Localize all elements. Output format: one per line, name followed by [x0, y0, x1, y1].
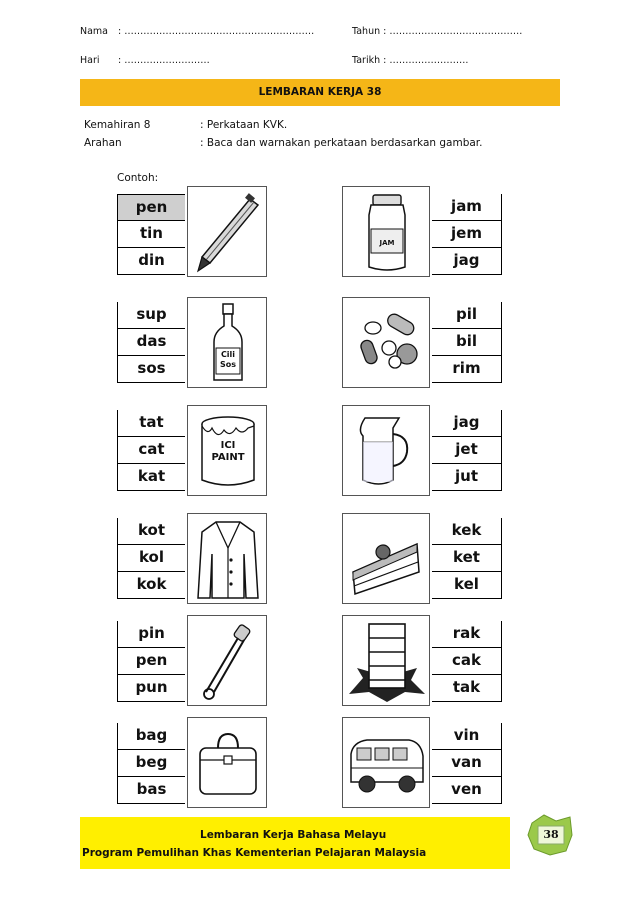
word-group-cat [117, 410, 185, 491]
word-option[interactable]: das [117, 329, 185, 356]
jar-label: JAM [379, 239, 395, 247]
word-option[interactable]: bag [117, 723, 185, 750]
coat-icon [187, 513, 267, 604]
jam-jar-icon [342, 186, 430, 277]
word-group-jam [432, 194, 502, 275]
word-option[interactable]: jem [432, 221, 502, 248]
word-option[interactable]: kot [117, 518, 185, 545]
word-option[interactable]: ket [432, 545, 502, 572]
kemahiran-value: : Perkataan KVK. [200, 119, 288, 131]
paint-label-line1: ICI [220, 440, 236, 451]
bottle-label-line2: Sos [219, 360, 237, 369]
word-option[interactable]: rim [432, 356, 502, 383]
word-option[interactable]: pil [432, 302, 502, 329]
word-group-rak [432, 621, 502, 702]
pen-icon [187, 186, 267, 277]
word-option[interactable]: van [432, 750, 502, 777]
word-option[interactable]: rak [432, 621, 502, 648]
word-option[interactable]: jag [432, 248, 502, 275]
nama-field[interactable]: : …………………………………………………… [118, 26, 315, 37]
jug-icon [342, 405, 430, 496]
word-group-van [432, 723, 502, 804]
arahan-value: : Baca dan warnakan perkataan berdasarkan gambar. [200, 137, 483, 149]
word-group-jag [432, 410, 502, 491]
word-option[interactable]: pen [117, 648, 185, 675]
word-option[interactable]: kol [117, 545, 185, 572]
word-option[interactable]: tat [117, 410, 185, 437]
word-group-kek [432, 518, 502, 599]
paint-can-icon [187, 405, 267, 496]
word-option[interactable]: cat [117, 437, 185, 464]
sauce-bottle-icon [187, 297, 267, 388]
word-option[interactable]: pun [117, 675, 185, 702]
word-option[interactable]: tak [432, 675, 502, 702]
footer-line2: Program Pemulihan Khas Kementerian Pelajaran Malaysia [82, 847, 427, 859]
worksheet-title: LEMBARAN KERJA 38 [80, 79, 560, 106]
word-option[interactable]: jam [432, 194, 502, 221]
bottle-label-line1: Cili [220, 350, 236, 359]
contoh-label: Contoh: [117, 172, 159, 184]
hari-label: Hari [80, 55, 100, 66]
tarikh-field[interactable]: Tarikh : ……………………. [352, 55, 469, 66]
word-option[interactable]: jag [432, 410, 502, 437]
word-option[interactable]: kat [117, 464, 185, 491]
word-option[interactable]: din [117, 248, 185, 275]
safety-pin-icon [187, 615, 267, 706]
word-option[interactable]: kel [432, 572, 502, 599]
word-option[interactable]: ven [432, 777, 502, 804]
word-option[interactable]: bil [432, 329, 502, 356]
word-option[interactable]: vin [432, 723, 502, 750]
word-group-sos [117, 302, 185, 383]
cake-icon [342, 513, 430, 604]
word-option[interactable]: sos [117, 356, 185, 383]
word-option[interactable]: kek [432, 518, 502, 545]
footer-bar [80, 817, 510, 869]
page-number-badge [526, 813, 576, 858]
word-option[interactable]: jet [432, 437, 502, 464]
page-number: 38 [543, 828, 559, 841]
word-group-kot [117, 518, 185, 599]
kemahiran-label: Kemahiran 8 [84, 119, 151, 131]
van-icon [342, 717, 430, 808]
word-group-pen [117, 194, 185, 275]
bag-icon [187, 717, 267, 808]
word-option[interactable]: bas [117, 777, 185, 804]
word-group-pin [117, 621, 185, 702]
word-option[interactable]: tin [117, 221, 185, 248]
word-group-pil [432, 302, 502, 383]
word-option[interactable]: jut [432, 464, 502, 491]
word-option[interactable]: pin [117, 621, 185, 648]
word-group-beg [117, 723, 185, 804]
nama-label: Nama [80, 26, 109, 37]
word-option[interactable]: cak [432, 648, 502, 675]
tahun-field[interactable]: Tahun : …………………………………… [352, 26, 523, 37]
footer-line1: Lembaran Kerja Bahasa Melayu [200, 829, 387, 841]
pills-icon [342, 297, 430, 388]
shelf-icon [342, 615, 430, 706]
arahan-label: Arahan [84, 137, 122, 149]
word-option[interactable]: sup [117, 302, 185, 329]
paint-label-line2: PAINT [211, 452, 245, 463]
hari-field[interactable]: : ……………………… [118, 55, 210, 66]
word-option[interactable]: kok [117, 572, 185, 599]
word-option[interactable]: beg [117, 750, 185, 777]
word-option[interactable]: pen [117, 194, 185, 221]
